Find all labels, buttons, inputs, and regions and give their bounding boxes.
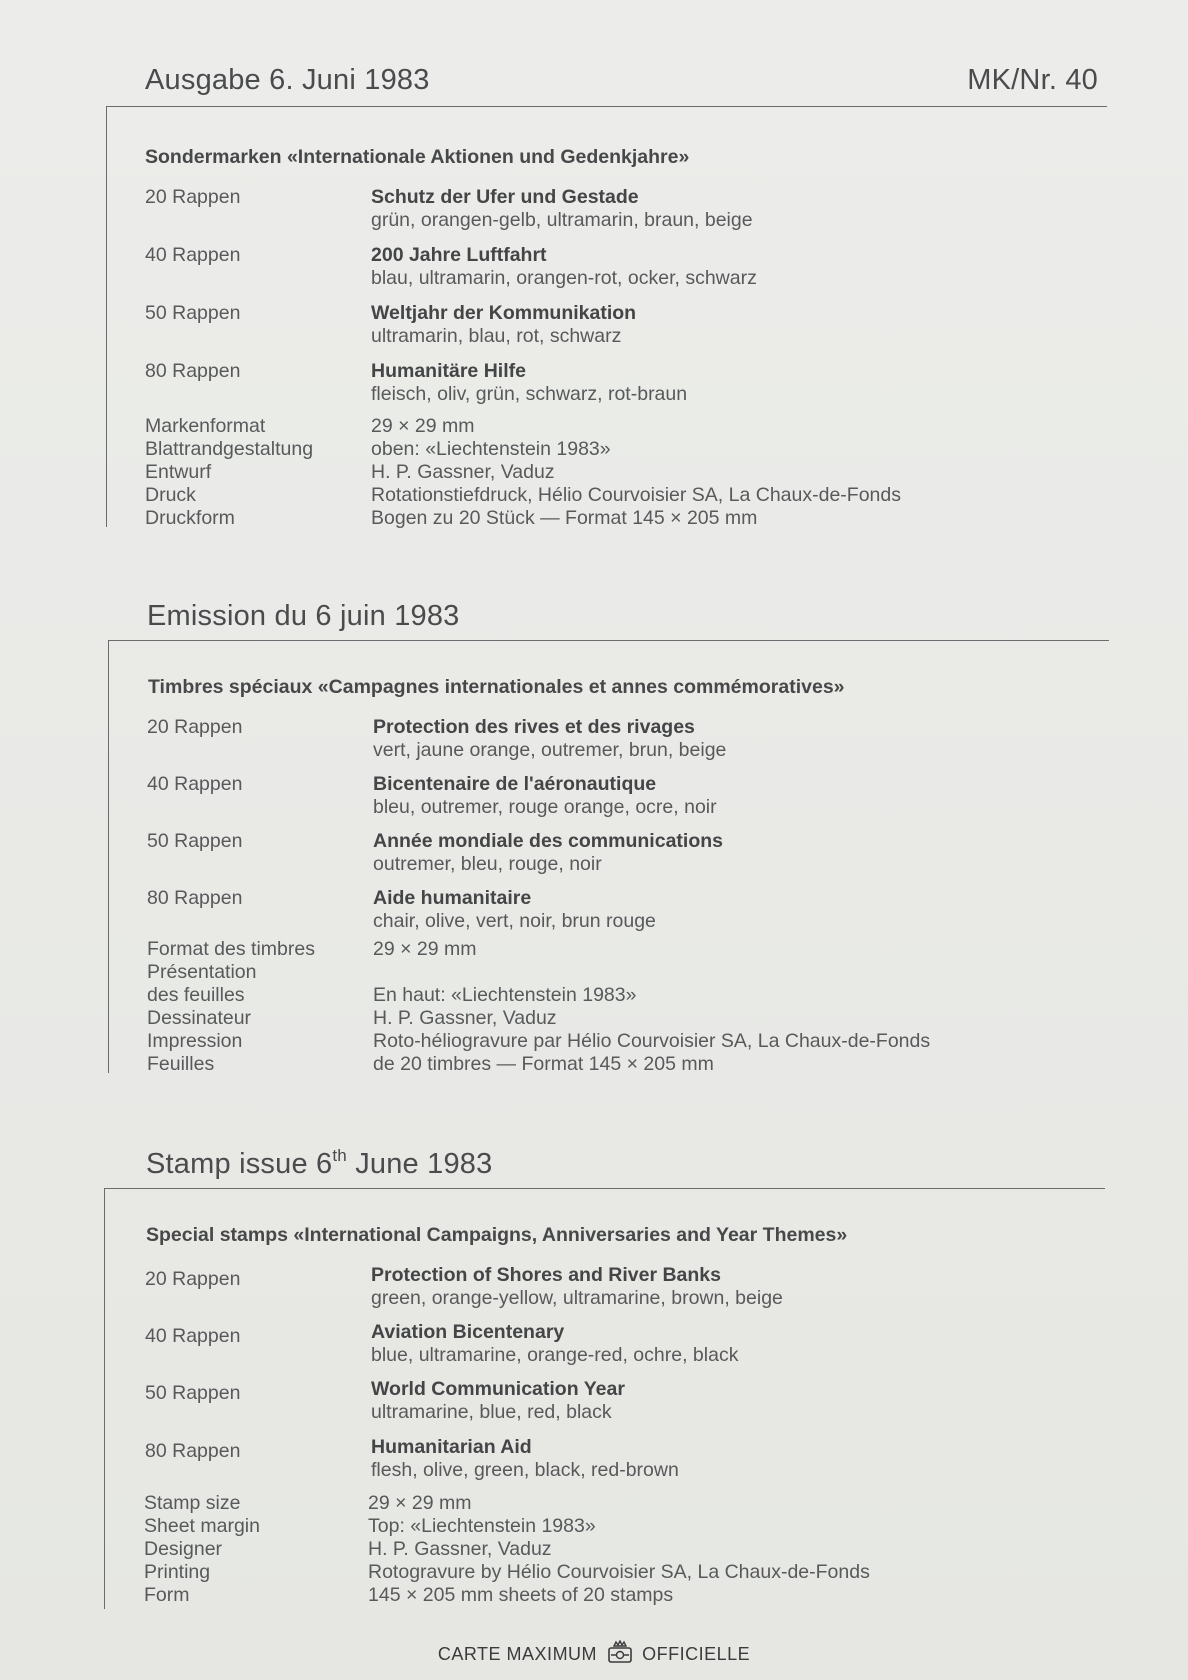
stamp-value: 50 Rappen — [145, 302, 241, 324]
french-title: Emission du 6 juin 1983 — [147, 600, 460, 632]
detail-value: 145 × 205 mm sheets of 20 stamps — [368, 1584, 674, 1606]
german-subtitle: Sondermarken «Internationale Aktionen und Gedenkjahre» — [145, 146, 690, 168]
detail-value: oben: «Liechtenstein 1983» — [371, 438, 611, 460]
stamp-value: 50 Rappen — [147, 830, 243, 852]
detail-label: Designer — [144, 1538, 223, 1560]
stamp-name: Bicentenaire de l'aéronautique — [373, 773, 657, 795]
detail-label: Stamp size — [144, 1492, 241, 1514]
detail-label: des feuilles — [147, 984, 245, 1006]
detail-value: H. P. Gassner, Vaduz — [371, 461, 555, 483]
stamp-name: 200 Jahre Luftfahrt — [371, 244, 547, 266]
stamp-colors: ultramarin, blau, rot, schwarz — [371, 325, 622, 347]
stamp-value: 80 Rappen — [145, 1440, 241, 1462]
stamp-name: Aide humanitaire — [373, 887, 532, 909]
detail-value: Roto-héliogravure par Hélio Courvoisier SA, La Chaux-de-Fonds — [373, 1030, 931, 1052]
stamp-name: Aviation Bicentenary — [371, 1321, 565, 1343]
detail-value: de 20 timbres — Format 145 × 205 mm — [373, 1053, 714, 1075]
detail-value: En haut: «Liechtenstein 1983» — [373, 984, 637, 1006]
stamp-colors: flesh, olive, green, black, red-brown — [371, 1459, 679, 1481]
detail-label: Dessinateur — [147, 1007, 252, 1029]
stamp-value: 20 Rappen — [145, 1268, 241, 1290]
stamp-name: Année mondiale des communications — [373, 830, 723, 852]
stamp-colors: blue, ultramarine, orange-red, ochre, black — [371, 1344, 739, 1366]
post-horn-crown-icon — [605, 1640, 635, 1669]
stamp-colors: outremer, bleu, rouge, noir — [373, 853, 602, 875]
french-header — [147, 600, 1108, 633]
stamp-colors: green, orange-yellow, ultramarine, brown, beige — [371, 1287, 783, 1309]
english-title: Stamp issue 6th June 1983 — [146, 1146, 493, 1180]
stamp-value: 80 Rappen — [147, 887, 243, 909]
stamp-colors: fleisch, oliv, grün, schwarz, rot-braun — [371, 383, 688, 405]
stamp-colors: ultramarine, blue, red, black — [371, 1401, 612, 1423]
detail-value: Rotogravure by Hélio Courvoisier SA, La Chaux-de-Fonds — [368, 1561, 870, 1583]
detail-value: H. P. Gassner, Vaduz — [368, 1538, 552, 1560]
footer-left-text: CARTE MAXIMUM — [437, 1644, 598, 1664]
stamp-name: Humanitarian Aid — [371, 1436, 532, 1458]
stamp-name: World Communication Year — [371, 1378, 625, 1400]
stamp-colors: grün, orangen-gelb, ultramarin, braun, beige — [371, 209, 753, 231]
stamp-value: 40 Rappen — [145, 1325, 241, 1347]
stamp-name: Protection of Shores and River Banks — [371, 1264, 722, 1286]
stamp-value: 40 Rappen — [145, 244, 241, 266]
french-frame — [108, 640, 1109, 1073]
stamp-value: 20 Rappen — [147, 716, 243, 738]
detail-value: Top: «Liechtenstein 1983» — [368, 1515, 596, 1537]
detail-label: Sheet margin — [144, 1515, 260, 1537]
detail-label: Markenformat — [145, 415, 266, 437]
footer — [0, 1640, 1188, 1669]
stamp-name: Schutz der Ufer und Gestade — [371, 186, 639, 208]
detail-label: Entwurf — [145, 461, 212, 483]
detail-value: 29 × 29 mm — [368, 1492, 472, 1514]
stamp-colors: vert, jaune orange, outremer, brun, beige — [373, 739, 727, 761]
stamp-name: Weltjahr der Kommunikation — [371, 302, 637, 324]
stamp-colors: bleu, outremer, rouge orange, ocre, noir — [373, 796, 717, 818]
detail-label: Impression — [147, 1030, 243, 1052]
card-number: MK/Nr. 40 — [967, 64, 1098, 96]
stamp-name: Protection des rives et des rivages — [373, 716, 695, 738]
stamp-value: 80 Rappen — [145, 360, 241, 382]
stamp-colors: chair, olive, vert, noir, brun rouge — [373, 910, 656, 932]
stamp-name: Humanitäre Hilfe — [371, 360, 526, 382]
detail-value: 29 × 29 mm — [371, 415, 475, 437]
detail-label: Feuilles — [147, 1053, 215, 1075]
stamp-value: 50 Rappen — [145, 1382, 241, 1404]
detail-value: 29 × 29 mm — [373, 938, 477, 960]
footer-right-text: OFFICIELLE — [642, 1644, 751, 1664]
stamp-colors: blau, ultramarin, orangen-rot, ocker, schwarz — [371, 267, 757, 289]
english-subtitle: Special stamps «International Campaigns, Anniversaries and Year Themes» — [146, 1224, 848, 1246]
detail-label: Présentation — [147, 961, 257, 983]
detail-label: Blattrandgestaltung — [145, 438, 314, 460]
detail-label: Druckform — [145, 507, 235, 529]
german-header — [145, 64, 1108, 97]
detail-value: Bogen zu 20 Stück — Format 145 × 205 mm — [371, 507, 758, 529]
detail-value: H. P. Gassner, Vaduz — [373, 1007, 557, 1029]
detail-value: Rotationstiefdruck, Hélio Courvoisier SA, La Chaux-de-Fonds — [371, 484, 901, 506]
stamp-value: 40 Rappen — [147, 773, 243, 795]
stamp-value: 20 Rappen — [145, 186, 241, 208]
detail-label: Form — [144, 1584, 190, 1606]
french-subtitle: Timbres spéciaux «Campagnes internationales et annes commémoratives» — [148, 676, 845, 698]
german-title: Ausgabe 6. Juni 1983 — [145, 64, 430, 96]
detail-label: Format des timbres — [147, 938, 315, 960]
detail-label: Printing — [144, 1561, 211, 1583]
detail-label: Druck — [145, 484, 196, 506]
english-header — [146, 1146, 1108, 1181]
